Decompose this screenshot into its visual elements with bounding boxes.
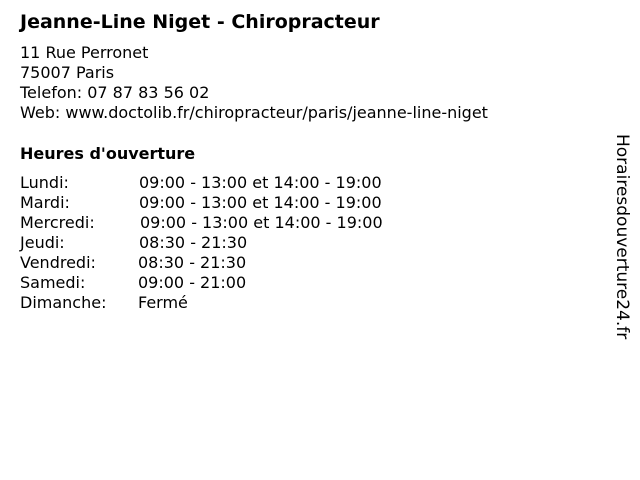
hours-row-friday: [20, 253, 440, 273]
business-address-block: [20, 43, 488, 123]
phone-number: Telefon: 07 87 83 56 02: [20, 83, 210, 102]
site-watermark: Horairesdouverture24.fr: [612, 134, 632, 340]
street-address: 11 Rue Perronet: [20, 43, 149, 62]
business-title: Jeanne-Line Niget - Chiropracteur: [20, 11, 380, 33]
hours-value: Fermé: [138, 293, 188, 312]
website-address: Web: www.doctolib.fr/chiropracteur/paris/jeanne-line-niget: [20, 103, 488, 122]
hours-row-tuesday: [20, 193, 440, 213]
city-postcode: 75007 Paris: [20, 63, 115, 82]
hours-value: 08:30 - 21:30: [139, 233, 248, 252]
hours-row-saturday: [20, 273, 440, 293]
hours-row-sunday: [20, 293, 440, 313]
day-label: Vendredi:: [20, 253, 96, 272]
hours-value: 09:00 - 13:00 et 14:00 - 19:00: [139, 173, 382, 192]
day-label: Mardi:: [20, 193, 70, 212]
day-label: Samedi:: [20, 273, 86, 292]
day-label: Jeudi:: [20, 233, 65, 252]
opening-hours-heading: Heures d'ouverture: [20, 144, 196, 163]
hours-row-monday: [20, 173, 440, 193]
opening-hours-table: [20, 173, 440, 313]
day-label: Lundi:: [20, 173, 69, 192]
day-label: Dimanche:: [20, 293, 107, 312]
day-label: Mercredi:: [20, 213, 95, 232]
hours-value: 08:30 - 21:30: [138, 253, 247, 272]
hours-value: 09:00 - 13:00 et 14:00 - 19:00: [139, 193, 382, 212]
hours-row-thursday: [20, 233, 440, 253]
hours-value: 09:00 - 21:00: [138, 273, 247, 292]
hours-value: 09:00 - 13:00 et 14:00 - 19:00: [140, 213, 383, 232]
hours-row-wednesday: [20, 213, 440, 233]
